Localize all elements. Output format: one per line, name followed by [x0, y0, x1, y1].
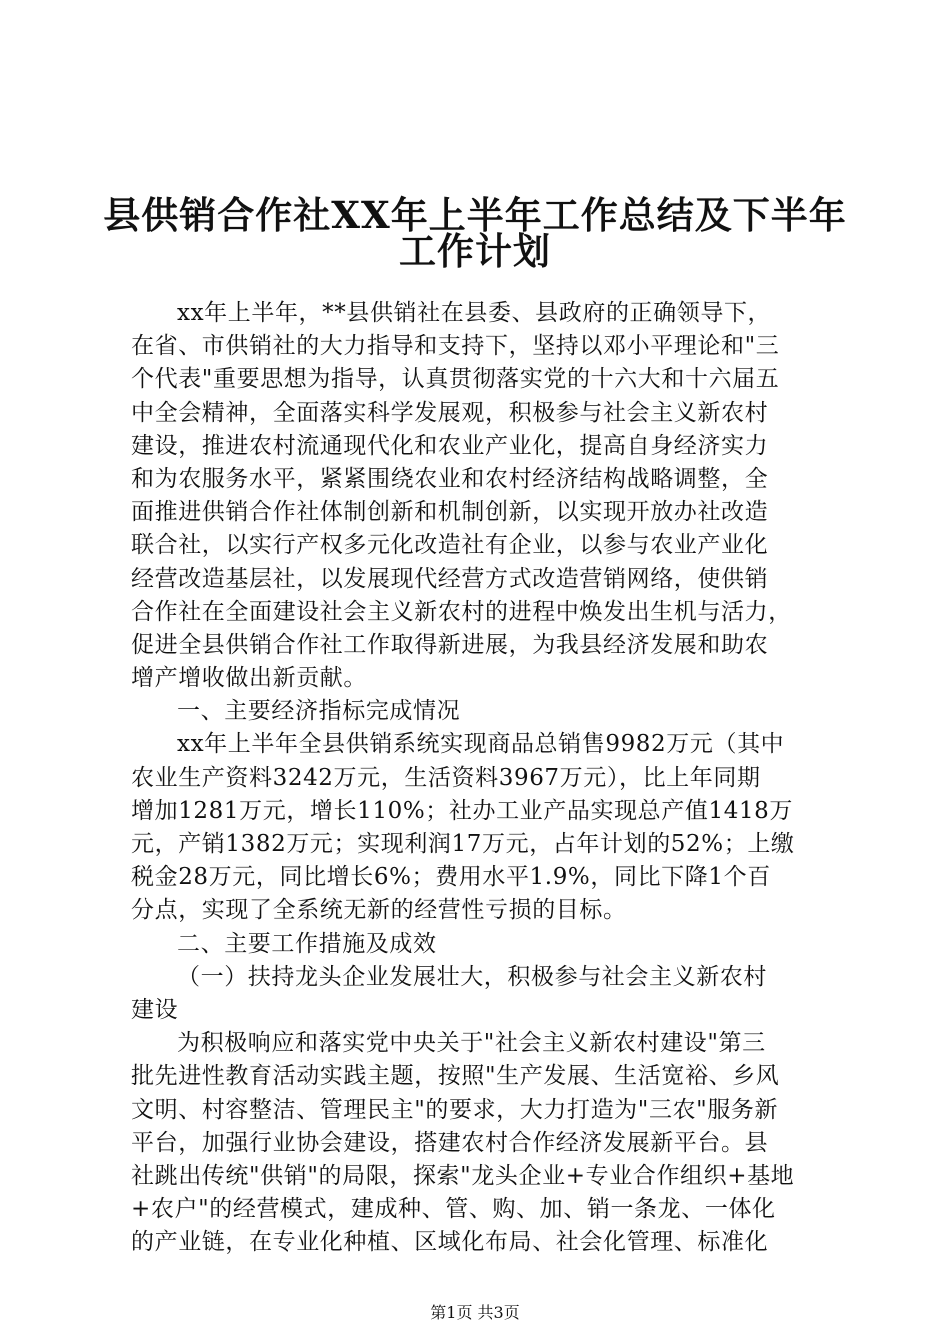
paragraph-line: 社跳出传统"供销"的局限，探索"龙头企业+专业合作组织+基地	[131, 1162, 795, 1189]
section-heading: 一、主要经济指标完成情况	[177, 698, 461, 725]
paragraph-line: 税金28万元，同比增长6%；费用水平1.9%，同比下降1个百	[131, 864, 771, 891]
paragraph-line: +农户"的经营模式，建成种、管、购、加、销一条龙、一体化	[131, 1196, 776, 1223]
paragraph-line: 增加1281万元，增长110%；社办工业产品实现总产值1418万	[131, 797, 794, 824]
section-heading: 二、主要工作措施及成效	[177, 930, 437, 957]
paragraph-line: 元，产销1382万元；实现利润17万元，占年计划的52%；上缴	[131, 831, 795, 857]
document-title-line-1: 县供销合作社XX年上半年工作总结及下半年	[103, 193, 847, 237]
paragraph-line: xx年上半年，**县供销社在县委、县政府的正确领导下，	[177, 300, 772, 326]
paragraph-line: 中全会精神，全面落实科学发展观，积极参与社会主义新农村	[131, 399, 769, 426]
paragraph-line: 经营改造基层社，以发展现代经营方式改造营销网络，使供销	[131, 565, 769, 592]
paragraph-line: 批先进性教育活动实践主题，按照"生产发展、生活宽裕、乡风	[131, 1063, 780, 1090]
paragraph-line: 为积极响应和落实党中央关于"社会主义新农村建设"第三	[177, 1030, 766, 1057]
subsection-heading: 建设	[131, 996, 179, 1023]
paragraph-line: 和为农服务水平，紧紧围绕农业和农村经济结构战略调整，全	[131, 465, 769, 492]
paragraph-line: 联合社，以实行产权多元化改造社有企业，以参与农业产业化	[131, 532, 769, 559]
paragraph-line: 建设，推进农村流通现代化和农业产业化，提高自身经济实力	[131, 432, 769, 459]
paragraph-line: 面推进供销合作社体制创新和机制创新，以实现开放办社改造	[131, 499, 769, 526]
document-body	[131, 297, 831, 1259]
paragraph-line: 分点，实现了全系统无新的经营性亏损的目标。	[131, 897, 627, 924]
document-title-line-2: 工作计划	[399, 229, 551, 273]
page-number-footer: 第1页 共3页	[430, 1303, 520, 1322]
subsection-heading: （一）扶持龙头企业发展壮大，积极参与社会主义新农村	[177, 963, 767, 990]
paragraph-line: 个代表"重要思想为指导，认真贯彻落实党的十六大和十六届五	[131, 366, 780, 393]
paragraph-line: 增产增收做出新贡献。	[131, 665, 367, 692]
paragraph-line: 文明、村容整洁、管理民主"的要求，大力打造为"三农"服务新	[131, 1096, 779, 1123]
paragraph-line: 合作社在全面建设社会主义新农村的进程中焕发出生机与活力，	[131, 598, 792, 625]
paragraph-line: 促进全县供销合作社工作取得新进展，为我县经济发展和助农	[131, 631, 769, 658]
paragraph-line: xx年上半年全县供销系统实现商品总销售9982万元（其中	[177, 731, 785, 758]
paragraph-line: 的产业链，在专业化种植、区域化布局、社会化管理、标准化	[131, 1229, 769, 1256]
paragraph-line: 平台，加强行业协会建设，搭建农村合作经济发展新平台。县	[131, 1129, 769, 1156]
paragraph-line: 农业生产资料3242万元，生活资料3967万元），比上年同期	[131, 764, 761, 791]
paragraph-line: 在省、市供销社的大力指导和支持下，坚持以邓小平理论和"三	[131, 333, 780, 360]
